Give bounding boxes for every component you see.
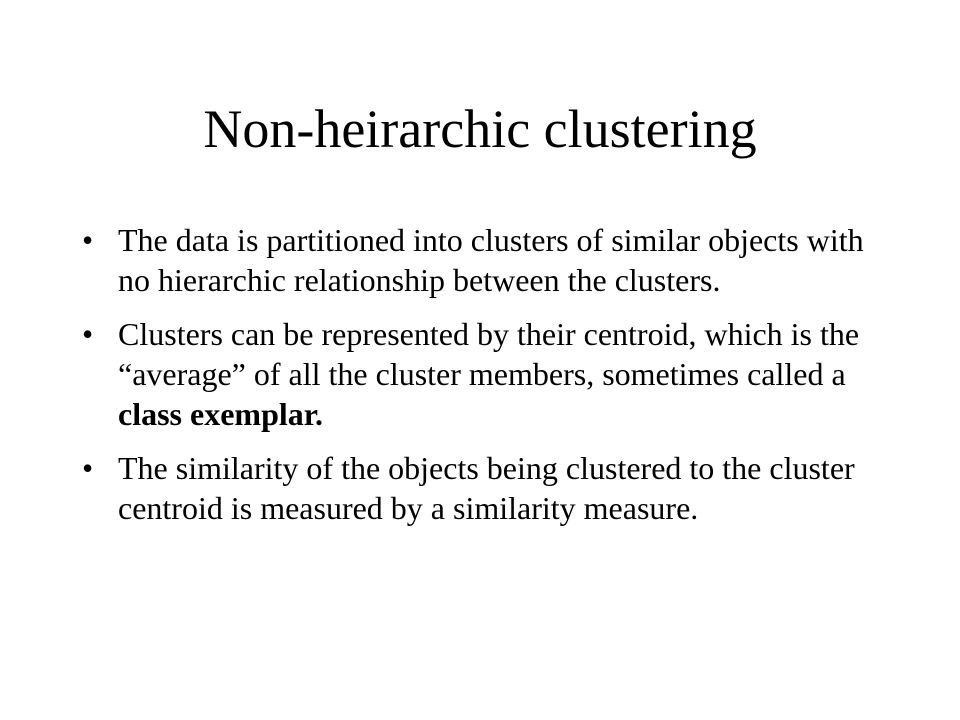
bullet-text: Clusters can be represented by their centroid, which is the “average” of all the cluster members, sometimes called a bbox=[118, 316, 860, 392]
bullet-text: The data is partitioned into clusters of similar objects with no hierarchic relationship between the clusters. bbox=[118, 222, 864, 298]
bullet-item-similarity bbox=[82, 448, 878, 528]
bullet-icon: • bbox=[82, 450, 94, 486]
bullet-item-partitioned bbox=[82, 220, 878, 300]
bullet-icon: • bbox=[82, 316, 94, 352]
bullet-text: The similarity of the objects being clustered to the cluster centroid is measured by a similarity measure. bbox=[118, 450, 855, 526]
slide-title: Non-heirarchic clustering bbox=[203, 99, 757, 159]
bold-term: class exemplar. bbox=[118, 396, 324, 432]
bullet-list bbox=[82, 220, 878, 542]
bullet-icon: • bbox=[82, 222, 94, 258]
bullet-item-centroid bbox=[82, 314, 878, 434]
